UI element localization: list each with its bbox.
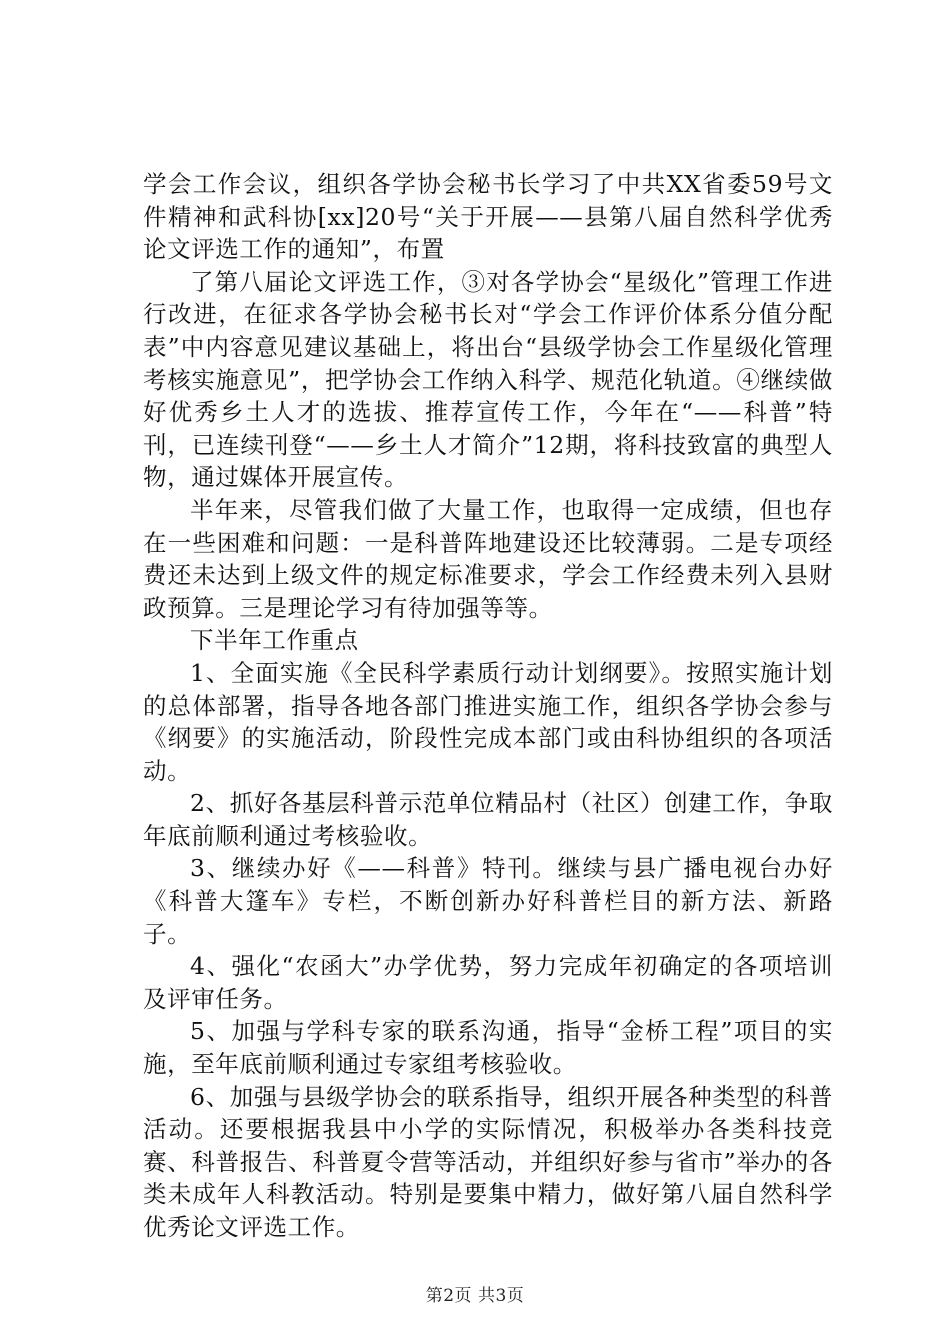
list-item-6: 6、加强与县级学协会的联系指导，组织开展各种类型的科普活动。还要根据我县中小学的实际情况，积极举办各类科技竞赛、科普报告、科普夏令营等活动，并组织好参与省市”举办的各类未成年人科教活动。特别是要集中精力，做好第八届自然科学优秀论文评选工作。 xyxy=(143,1082,833,1241)
paragraph-paper-selection: 了第八届论文评选工作，③对各学协会“星级化”管理工作进行改进，在征求各学协会秘书长对“学会工作评价体系分值分配表”中内容意见建议基础上，将出台“县级学协会工作星级化管理考核实施意见”，把学协会工作纳入科学、规范化轨道。④继续做好优秀乡土人才的选拔、推荐宣传工作，今年在“——科普”特刊，已连续刊登“——乡土人才简介”12期，将科技致富的典型人物，通过媒体开展宣传。 xyxy=(143,267,833,492)
list-item-2: 2、抓好各基层科普示范单位精品村（社区）创建工作，争取年底前顺利通过考核验收。 xyxy=(143,789,833,850)
section-heading: 下半年工作重点 xyxy=(190,626,359,655)
paragraph-continuation: 学会工作会议，组织各学协会秘书长学习了中共XX省委59号文件精神和武科协[xx]20号“关于开展——县第八届自然科学优秀论文评选工作的通知”，布置 xyxy=(143,170,833,264)
list-item-1: 1、全面实施《全民科学素质行动计划纲要》。按照实施计划的总体部署，指导各地各部门推进实施工作，组织各学协会参与《纲要》的实施活动，阶段性完成本部门或由科协组织的各项活动。 xyxy=(143,658,833,785)
list-item-4: 4、强化“农函大”办学优势，努力完成年初确定的各项培训及评审任务。 xyxy=(143,952,833,1013)
page-number-footer: 第2页 共3页 xyxy=(425,1286,525,1306)
document-body xyxy=(143,168,833,1244)
paragraph-problems: 半年来，尽管我们做了大量工作，也取得一定成绩，但也存在一些困难和问题：一是科普阵地建设还比较薄弱。二是专项经费还未达到上级文件的规定标准要求，学会工作经费未列入县财政预算。三是理论学习有待加强等等。 xyxy=(143,495,833,622)
list-item-3: 3、继续办好《——科普》特刊。继续与县广播电视台办好《科普大篷车》专栏，不断创新办好科普栏目的新方法、新路子。 xyxy=(143,854,833,948)
list-item-5: 5、加强与学科专家的联系沟通，指导“金桥工程”项目的实施，至年底前顺利通过专家组考核验收。 xyxy=(143,1017,833,1079)
